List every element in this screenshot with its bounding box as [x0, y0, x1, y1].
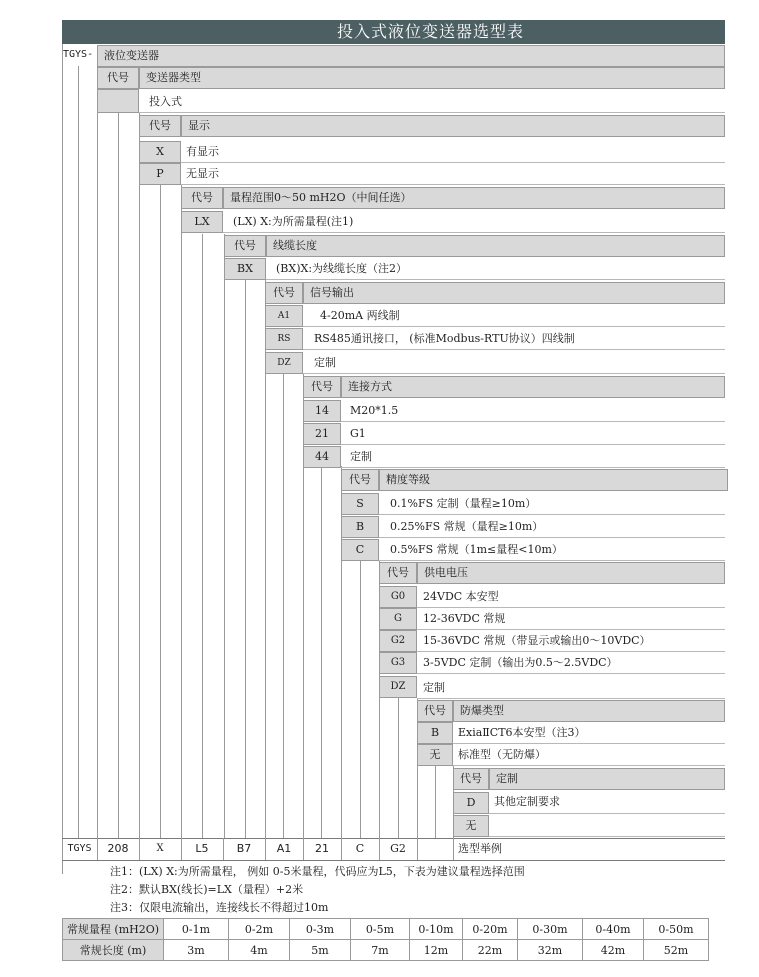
code-cell: S: [341, 493, 379, 515]
code-cell: 无: [417, 744, 453, 766]
option-desc: 其他定制要求: [494, 795, 560, 808]
section-title-display: 显示: [181, 115, 725, 137]
code-cell: P: [139, 163, 181, 185]
section-title-signal: 信号输出: [303, 282, 725, 304]
row-divider: [417, 698, 725, 699]
code-header: 代号: [97, 67, 139, 89]
sample-cell: B7: [236, 842, 252, 855]
option-desc: 15-36VDC 常规（带显示或输出0～10VDC）: [423, 634, 651, 647]
sample-bottom-line: [62, 860, 725, 861]
option-desc: 投入式: [149, 95, 182, 108]
code-cell: 44: [303, 446, 341, 468]
code-header: 代号: [224, 235, 266, 257]
code-cell: G2: [379, 630, 417, 652]
code-cell: [97, 89, 139, 113]
guide-line: [160, 184, 161, 838]
code-header: 代号: [453, 768, 489, 790]
row-divider: [303, 326, 725, 327]
row-divider: [453, 765, 725, 766]
option-desc: 标准型（无防爆）: [458, 748, 546, 761]
guide-line: [224, 234, 225, 838]
range-cell: 0-20m: [463, 919, 518, 940]
row-divider: [379, 537, 725, 538]
option-desc: 0.1%FS 定制（量程≥10m）: [390, 497, 537, 510]
code-cell: BX: [224, 258, 266, 280]
code-cell: B: [417, 722, 453, 744]
code-cell: G: [379, 608, 417, 630]
section-title-power: 供电电压: [417, 562, 725, 584]
range-cell: 0-1m: [164, 919, 229, 940]
sample-cell: L5: [195, 842, 209, 855]
code-header: 代号: [341, 469, 379, 491]
sample-cell: X: [156, 843, 164, 854]
row-divider: [341, 421, 725, 422]
option-desc: 定制: [423, 681, 445, 694]
option-desc: (BX)X:为线缆长度（注2）: [276, 262, 408, 275]
section-title-cable: 线缆长度: [266, 235, 725, 257]
guide-line: [97, 66, 98, 838]
sample-cell: G2: [390, 842, 406, 855]
border-line: [62, 44, 63, 874]
option-desc: 0.25%FS 常规（量程≥10m）: [390, 520, 544, 533]
code-cell: RS: [265, 328, 303, 350]
row-divider: [303, 349, 725, 350]
sample-divider: [453, 838, 454, 860]
section-title-type: 变送器类型: [139, 67, 725, 89]
sample-cell: TGYS: [67, 843, 92, 854]
code-header: 代号: [139, 115, 181, 137]
row-divider: [489, 836, 725, 837]
row-divider: [341, 444, 725, 445]
option-desc: 24VDC 本安型: [423, 590, 499, 603]
sample-cell: 21: [315, 842, 329, 855]
code-cell: A1: [265, 305, 303, 327]
range-row: [63, 919, 709, 940]
guide-line: [435, 766, 436, 838]
guide-line: [118, 112, 119, 838]
guide-line: [202, 234, 203, 838]
code-header: 代号: [265, 282, 303, 304]
code-cell: D: [453, 792, 489, 814]
option-desc: 12-36VDC 常规: [423, 612, 506, 625]
code-cell: B: [341, 516, 379, 538]
code-cell: DZ: [265, 352, 303, 374]
range-cell: 0-30m: [518, 919, 583, 940]
row-divider: [453, 743, 725, 744]
row-divider: [417, 651, 725, 652]
length-cell: 5m: [290, 940, 351, 961]
option-desc: 0.5%FS 常规（1m≤量程<10m）: [390, 543, 563, 556]
length-row: [63, 940, 709, 961]
section-title-range: 量程范围0～50 mH2O（中间任选）: [223, 187, 725, 209]
code-cell: 21: [303, 423, 341, 445]
code-cell: 无: [453, 815, 489, 837]
row-divider: [341, 467, 725, 468]
row-divider: [379, 560, 725, 561]
code-cell: 14: [303, 400, 341, 422]
note-2: 注2：默认BX(线长)=LX（量程）+2米: [110, 883, 304, 896]
row-divider: [303, 373, 725, 374]
length-row-header: 常规长度 (m): [63, 940, 164, 961]
range-cell: 0-5m: [351, 919, 410, 940]
sample-cell: C: [355, 842, 365, 855]
row-divider: [379, 514, 725, 515]
row-divider: [223, 232, 725, 233]
row-divider: [181, 184, 725, 185]
sample-cell: A1: [276, 842, 292, 855]
code-cell: X: [139, 141, 181, 163]
guide-line: [283, 374, 284, 838]
length-cell: 4m: [229, 940, 290, 961]
length-cell: 42m: [583, 940, 644, 961]
option-desc: 有显示: [186, 145, 219, 158]
code-header: 代号: [181, 187, 223, 209]
option-desc: 4-20mA 两线制: [320, 309, 400, 322]
section-title-custom: 定制: [489, 768, 725, 790]
length-cell: 7m: [351, 940, 410, 961]
code-header: 代号: [379, 562, 417, 584]
range-cell: 0-2m: [229, 919, 290, 940]
length-cell: 12m: [410, 940, 463, 961]
note-3: 注3：仅限电流输出，连接线长不得超过10m: [110, 901, 329, 914]
row-divider: [417, 629, 725, 630]
note-1: 注1：(LX) X:为所需量程， 例如 0-5米量程，代码应为L5，下表为建议量程选择范围: [110, 865, 525, 878]
range-cell: 0-50m: [644, 919, 709, 940]
sample-cell: 208: [107, 842, 129, 855]
length-cell: 3m: [164, 940, 229, 961]
option-desc: M20*1.5: [350, 404, 399, 417]
guide-line: [245, 280, 246, 838]
option-desc: RS485通讯接口， (标准Modbus-RTU协议）四线制: [314, 332, 575, 345]
section-title-explosion: 防爆类型: [453, 700, 725, 722]
code-cell: C: [341, 539, 379, 561]
sample-cell: [417, 838, 453, 860]
length-cell: 22m: [463, 940, 518, 961]
code-cell: G0: [379, 586, 417, 608]
length-cell: 52m: [644, 940, 709, 961]
range-table: [62, 918, 709, 961]
range-cell: 0-3m: [290, 919, 351, 940]
option-desc: 定制: [314, 356, 336, 369]
title-bar: [62, 20, 725, 44]
guide-line: [398, 698, 399, 838]
code-cell: G3: [379, 652, 417, 674]
code-header: 代号: [303, 376, 341, 398]
guide-line: [78, 66, 79, 838]
row-divider: [181, 162, 725, 163]
sample-label: 选型举例: [458, 842, 502, 855]
option-desc: (LX) X:为所需量程(注1): [233, 215, 354, 228]
code-header: 代号: [417, 700, 453, 722]
guide-line: [321, 466, 322, 838]
range-cell: 0-10m: [410, 919, 463, 940]
row-divider: [266, 279, 725, 280]
option-desc: 3-5VDC 定制（输出为0.5～2.5VDC）: [423, 656, 618, 669]
range-cell: 0-40m: [583, 919, 644, 940]
code-cell: DZ: [379, 676, 417, 698]
section-title-accuracy: 精度等级: [379, 469, 728, 491]
option-desc: 无显示: [186, 167, 219, 180]
row-divider: [417, 607, 725, 608]
prefix-code: TGYS-: [63, 49, 94, 60]
page-title: 投入式液位变送器选型表: [337, 22, 525, 41]
option-desc: 定制: [350, 450, 372, 463]
row-divider: [139, 112, 725, 113]
range-row-header: 常规量程 (mH2O): [63, 919, 164, 940]
guide-line: [139, 112, 140, 838]
option-desc: ExiaⅡCT6本安型（注3）: [458, 726, 586, 739]
row-divider: [489, 813, 725, 814]
guide-line: [181, 184, 182, 838]
length-cell: 32m: [518, 940, 583, 961]
code-cell: LX: [181, 211, 223, 233]
section-title-connection: 连接方式: [341, 376, 725, 398]
option-desc: G1: [350, 427, 366, 440]
product-name: 液位变送器: [97, 45, 725, 67]
guide-line: [360, 560, 361, 838]
row-divider: [417, 673, 725, 674]
